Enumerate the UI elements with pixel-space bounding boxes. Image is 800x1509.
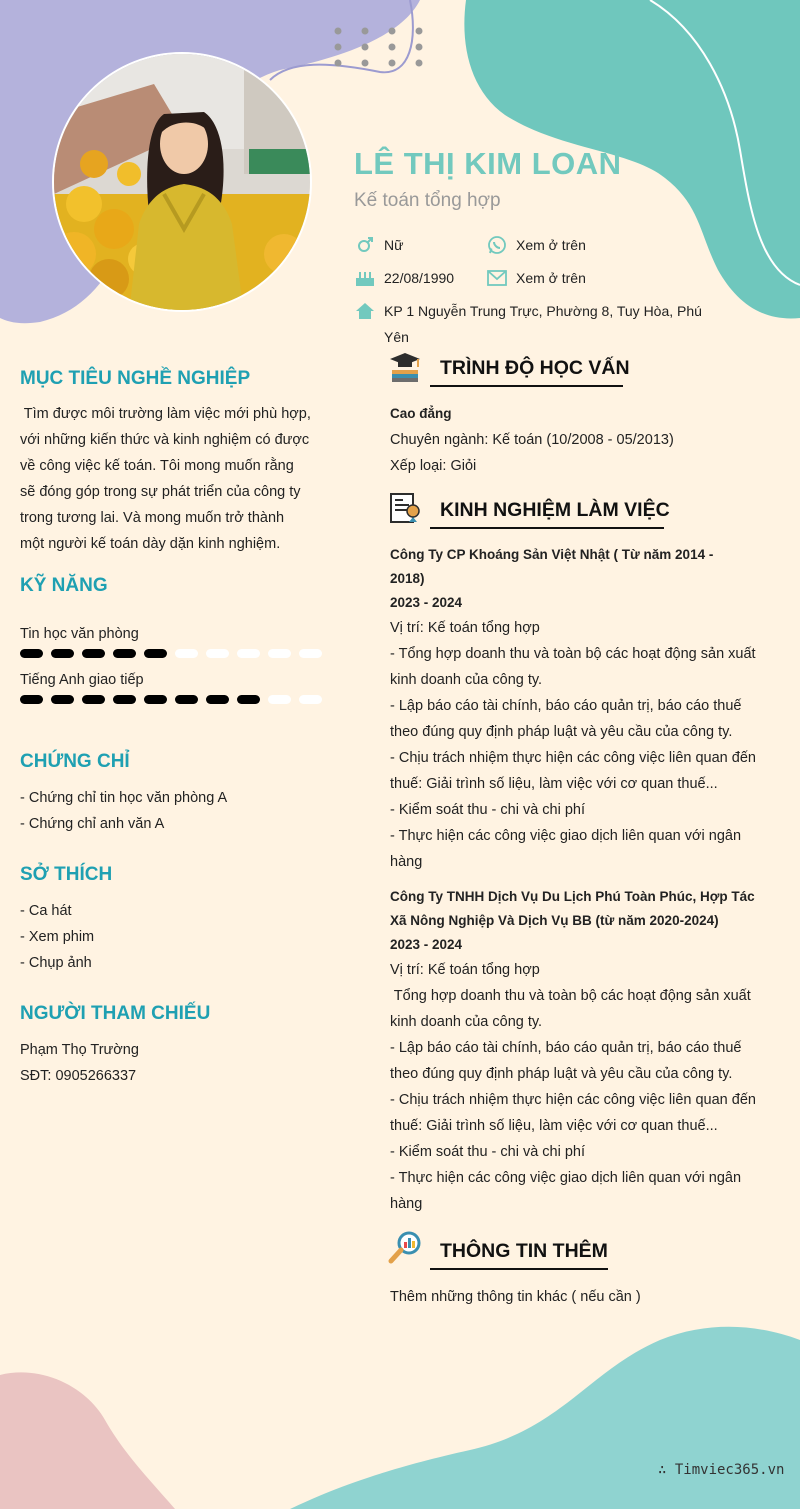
education-rank: Xếp loại: Giỏi — [390, 458, 477, 474]
skill-dot-filled — [237, 695, 260, 704]
gender-row — [354, 236, 403, 254]
heading-underline — [430, 1268, 608, 1270]
additional-text: Thêm những thông tin khác ( nếu cần ) — [390, 1289, 641, 1305]
birthday-row — [354, 269, 454, 287]
reference-name: Phạm Thọ Trường — [20, 1042, 139, 1058]
job-line: theo đúng quy định pháp luật và yêu cầu của công ty. — [390, 1066, 733, 1082]
skill-dot-empty — [268, 695, 291, 704]
magnifier-chart-icon — [388, 1230, 422, 1264]
additional-heading: THÔNG TIN THÊM — [440, 1240, 608, 1262]
skill-rating-1 — [20, 695, 322, 704]
gender-value: Nữ — [384, 237, 404, 253]
email-value: Xem ở trên — [516, 270, 586, 286]
objective-line: Tìm được môi trường làm việc mới phù hợp, — [20, 406, 311, 422]
job-entry-2 — [390, 885, 770, 1217]
job-line: - Chịu trách nhiệm thực hiện các công việc liên quan đến — [390, 1092, 756, 1108]
objective-heading: MỤC TIÊU NGHỀ NGHIỆP — [20, 368, 251, 389]
job-company: Xã Nông Nghiệp Và Dịch Vụ BB (từ năm 2020-2024) — [390, 913, 719, 928]
job-line: Vị trí: Kế toán tổng hợp — [390, 620, 540, 636]
job-line: hàng — [390, 854, 423, 870]
skill-dot-empty — [175, 649, 198, 658]
objective-line: với những kiến thức và kinh nghiệm có được — [20, 432, 310, 448]
mail-icon — [486, 269, 508, 287]
skill-dot-empty — [268, 649, 291, 658]
education-body — [390, 401, 770, 479]
certificates-list — [20, 785, 319, 837]
gender-icon — [354, 236, 376, 254]
job-line: theo đúng quy định pháp luật và yêu cầu của công ty. — [390, 724, 733, 740]
job-line: - Lập báo cáo tài chính, báo cáo quản trị, báo cáo thuế — [390, 698, 742, 714]
hobby-item: - Xem phim — [20, 929, 95, 945]
address-row — [354, 302, 702, 320]
skill-dot-filled — [113, 649, 136, 658]
experience-heading: KINH NGHIỆM LÀM VIỆC — [440, 499, 670, 521]
job-line: thuế: Giải trình số liệu, làm việc với cơ quan thuế... — [390, 1118, 718, 1134]
resume-document-icon — [388, 491, 422, 525]
skill-dot-filled — [51, 695, 74, 704]
birthday-value: 22/08/1990 — [384, 270, 455, 286]
job-line: kinh doanh của công ty. — [390, 672, 543, 688]
job-entry-1 — [390, 543, 770, 875]
objective-text — [20, 401, 319, 557]
skill-dot-filled — [51, 649, 74, 658]
skill-dot-empty — [299, 695, 322, 704]
heading-underline — [430, 385, 623, 387]
job-title: Kế toán tổng hợp — [354, 190, 501, 211]
watermark-text: ∴ Timviec365.vn — [658, 1462, 785, 1478]
education-major: Chuyên ngành: Kế toán (10/2008 - 05/2013) — [390, 432, 674, 448]
job-line: thuế: Giải trình số liệu, làm việc với cơ quan thuế... — [390, 776, 718, 792]
skill-dot-filled — [113, 695, 136, 704]
skill-dot-filled — [206, 695, 229, 704]
skill-dot-filled — [82, 695, 105, 704]
certificate-item: - Chứng chỉ anh văn A — [20, 816, 165, 832]
whatsapp-icon — [486, 236, 508, 254]
hobbies-list — [20, 898, 319, 976]
job-company: Công Ty CP Khoáng Sản Việt Nhật ( Từ năm 2014 - — [390, 547, 714, 562]
certificates-heading: CHỨNG CHỈ — [20, 751, 130, 772]
job-line: kinh doanh của công ty. — [390, 1014, 543, 1030]
home-icon — [354, 302, 376, 320]
objective-line: trong tương lai. Và mong muốn trở thành — [20, 510, 285, 526]
education-heading: TRÌNH ĐỘ HỌC VẤN — [440, 357, 630, 379]
job-line: - Kiểm soát thu - chi và chi phí — [390, 1144, 586, 1160]
candidate-name: LÊ THỊ KIM LOAN — [354, 146, 622, 181]
email-row — [486, 269, 586, 287]
job-line: - Lập báo cáo tài chính, báo cáo quản trị, báo cáo thuế — [390, 1040, 742, 1056]
job-line: - Thực hiện các công việc giao dịch liên quan với ngân — [390, 1170, 742, 1186]
birthday-cake-icon — [354, 269, 376, 287]
pink-blob — [0, 1372, 175, 1509]
job-line: - Thực hiện các công việc giao dịch liên quan với ngân — [390, 828, 742, 844]
reference-phone: SĐT: 0905266337 — [20, 1068, 137, 1084]
certificate-item: - Chứng chỉ tin học văn phòng A — [20, 790, 228, 806]
skill-dot-empty — [299, 649, 322, 658]
job-line: - Tổng hợp doanh thu và toàn bộ các hoạt động sản xuất — [390, 646, 756, 662]
objective-line: một người kế toán dày dặn kinh nghiệm. — [20, 536, 281, 552]
skill-dot-filled — [20, 695, 43, 704]
hobby-item: - Ca hát — [20, 903, 72, 919]
job-period: 2023 - 2024 — [390, 937, 463, 952]
address-line-2: Yên — [384, 329, 409, 345]
teal-bottom-blob — [290, 1327, 800, 1509]
job-line: hàng — [390, 1196, 423, 1212]
skill-dot-filled — [144, 649, 167, 658]
objective-line: về công việc kế toán. Tôi mong muốn rằng — [20, 458, 294, 474]
profile-photo — [52, 52, 312, 312]
skill-dot-filled — [20, 649, 43, 658]
job-period: 2023 - 2024 — [390, 595, 463, 610]
skill-rating-0 — [20, 649, 322, 658]
skill-dot-filled — [175, 695, 198, 704]
references-list — [20, 1037, 319, 1089]
job-line: - Kiểm soát thu - chi và chi phí — [390, 802, 586, 818]
skill-dot-filled — [144, 695, 167, 704]
skill-label: Tin học văn phòng — [20, 626, 139, 642]
skill-dot-empty — [206, 649, 229, 658]
hobby-item: - Chụp ảnh — [20, 955, 92, 971]
job-line: Vị trí: Kế toán tổng hợp — [390, 962, 540, 978]
references-heading: NGƯỜI THAM CHIẾU — [20, 1003, 211, 1024]
skill-dot-empty — [237, 649, 260, 658]
job-line: - Chịu trách nhiệm thực hiện các công việc liên quan đến — [390, 750, 756, 766]
skills-heading: KỸ NĂNG — [20, 575, 108, 596]
hobbies-heading: SỞ THÍCH — [20, 864, 113, 885]
skill-dot-filled — [82, 649, 105, 658]
heading-underline — [430, 527, 664, 529]
graduation-cap-icon — [388, 350, 422, 384]
job-company: Công Ty TNHH Dịch Vụ Du Lịch Phú Toàn Phúc, Hợp Tác — [390, 889, 755, 904]
address-line-1: KP 1 Nguyễn Trung Trực, Phường 8, Tuy Hòa, Phú — [384, 303, 702, 319]
skill-label: Tiếng Anh giao tiếp — [20, 672, 144, 688]
job-company: 2018) — [390, 571, 425, 586]
job-line: Tổng hợp doanh thu và toàn bộ các hoạt động sản xuất — [390, 988, 751, 1004]
phone-value: Xem ở trên — [516, 237, 586, 253]
education-degree: Cao đẳng — [390, 406, 452, 421]
objective-line: sẽ đóng góp trong sự phát triển của công ty — [20, 484, 301, 500]
phone-row — [486, 236, 586, 254]
